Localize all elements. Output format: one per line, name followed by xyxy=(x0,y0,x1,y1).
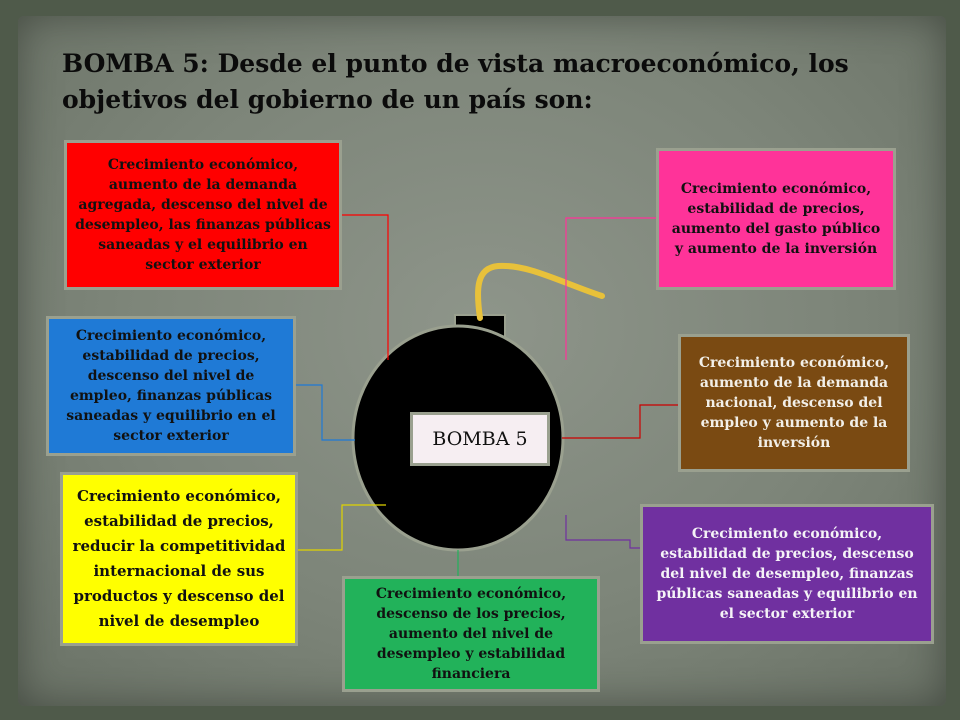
bomb-label: BOMBA 5 xyxy=(410,412,550,466)
connector-brown xyxy=(562,405,682,438)
option-yellow[interactable] xyxy=(60,472,298,646)
option-pink-text: Crecimiento económico, estabilidad de precios, aumento del gasto público y aumento de la inversión xyxy=(671,181,881,257)
option-brown[interactable] xyxy=(678,334,910,472)
bomb-fuse xyxy=(478,266,602,318)
option-red-text: Crecimiento económico, aumento de la demanda agregada, descenso del nivel de desempleo, las finanzas públicas saneadas y el equilibrio en sector exterior xyxy=(75,157,331,273)
option-blue-text: Crecimiento económico, estabilidad de precios, descenso del nivel de empleo, finanzas públicas saneadas y equilibrio en el sector exterior xyxy=(66,328,276,444)
page-title: BOMBA 5: Desde el punto de vista macroeconómico, los objetivos del gobierno de un país son: xyxy=(62,49,849,114)
option-yellow-text: Crecimiento económico, estabilidad de precios, reducir la competitividad internacional de sus productos y descenso del nivel de desempleo xyxy=(72,487,286,630)
connector-red xyxy=(340,215,388,360)
connector-yellow xyxy=(296,505,386,550)
option-red[interactable] xyxy=(64,140,342,290)
option-brown-text: Crecimiento económico, aumento de la demanda nacional, descenso del empleo y aumento de la inversión xyxy=(698,355,890,451)
connector-purple xyxy=(566,515,644,548)
option-pink[interactable] xyxy=(656,148,896,290)
connector-blue xyxy=(294,385,355,440)
option-blue[interactable] xyxy=(46,316,296,456)
option-purple-text: Crecimiento económico, estabilidad de precios, descenso del nivel de desempleo, finanzas públicas saneadas y equilibrio en el sector exterior xyxy=(656,526,918,622)
option-green-text: Crecimiento económico, descenso de los precios, aumento del nivel de desempleo y estabilidad financiera xyxy=(375,586,567,682)
option-green[interactable] xyxy=(342,576,600,692)
option-purple[interactable] xyxy=(640,504,934,644)
